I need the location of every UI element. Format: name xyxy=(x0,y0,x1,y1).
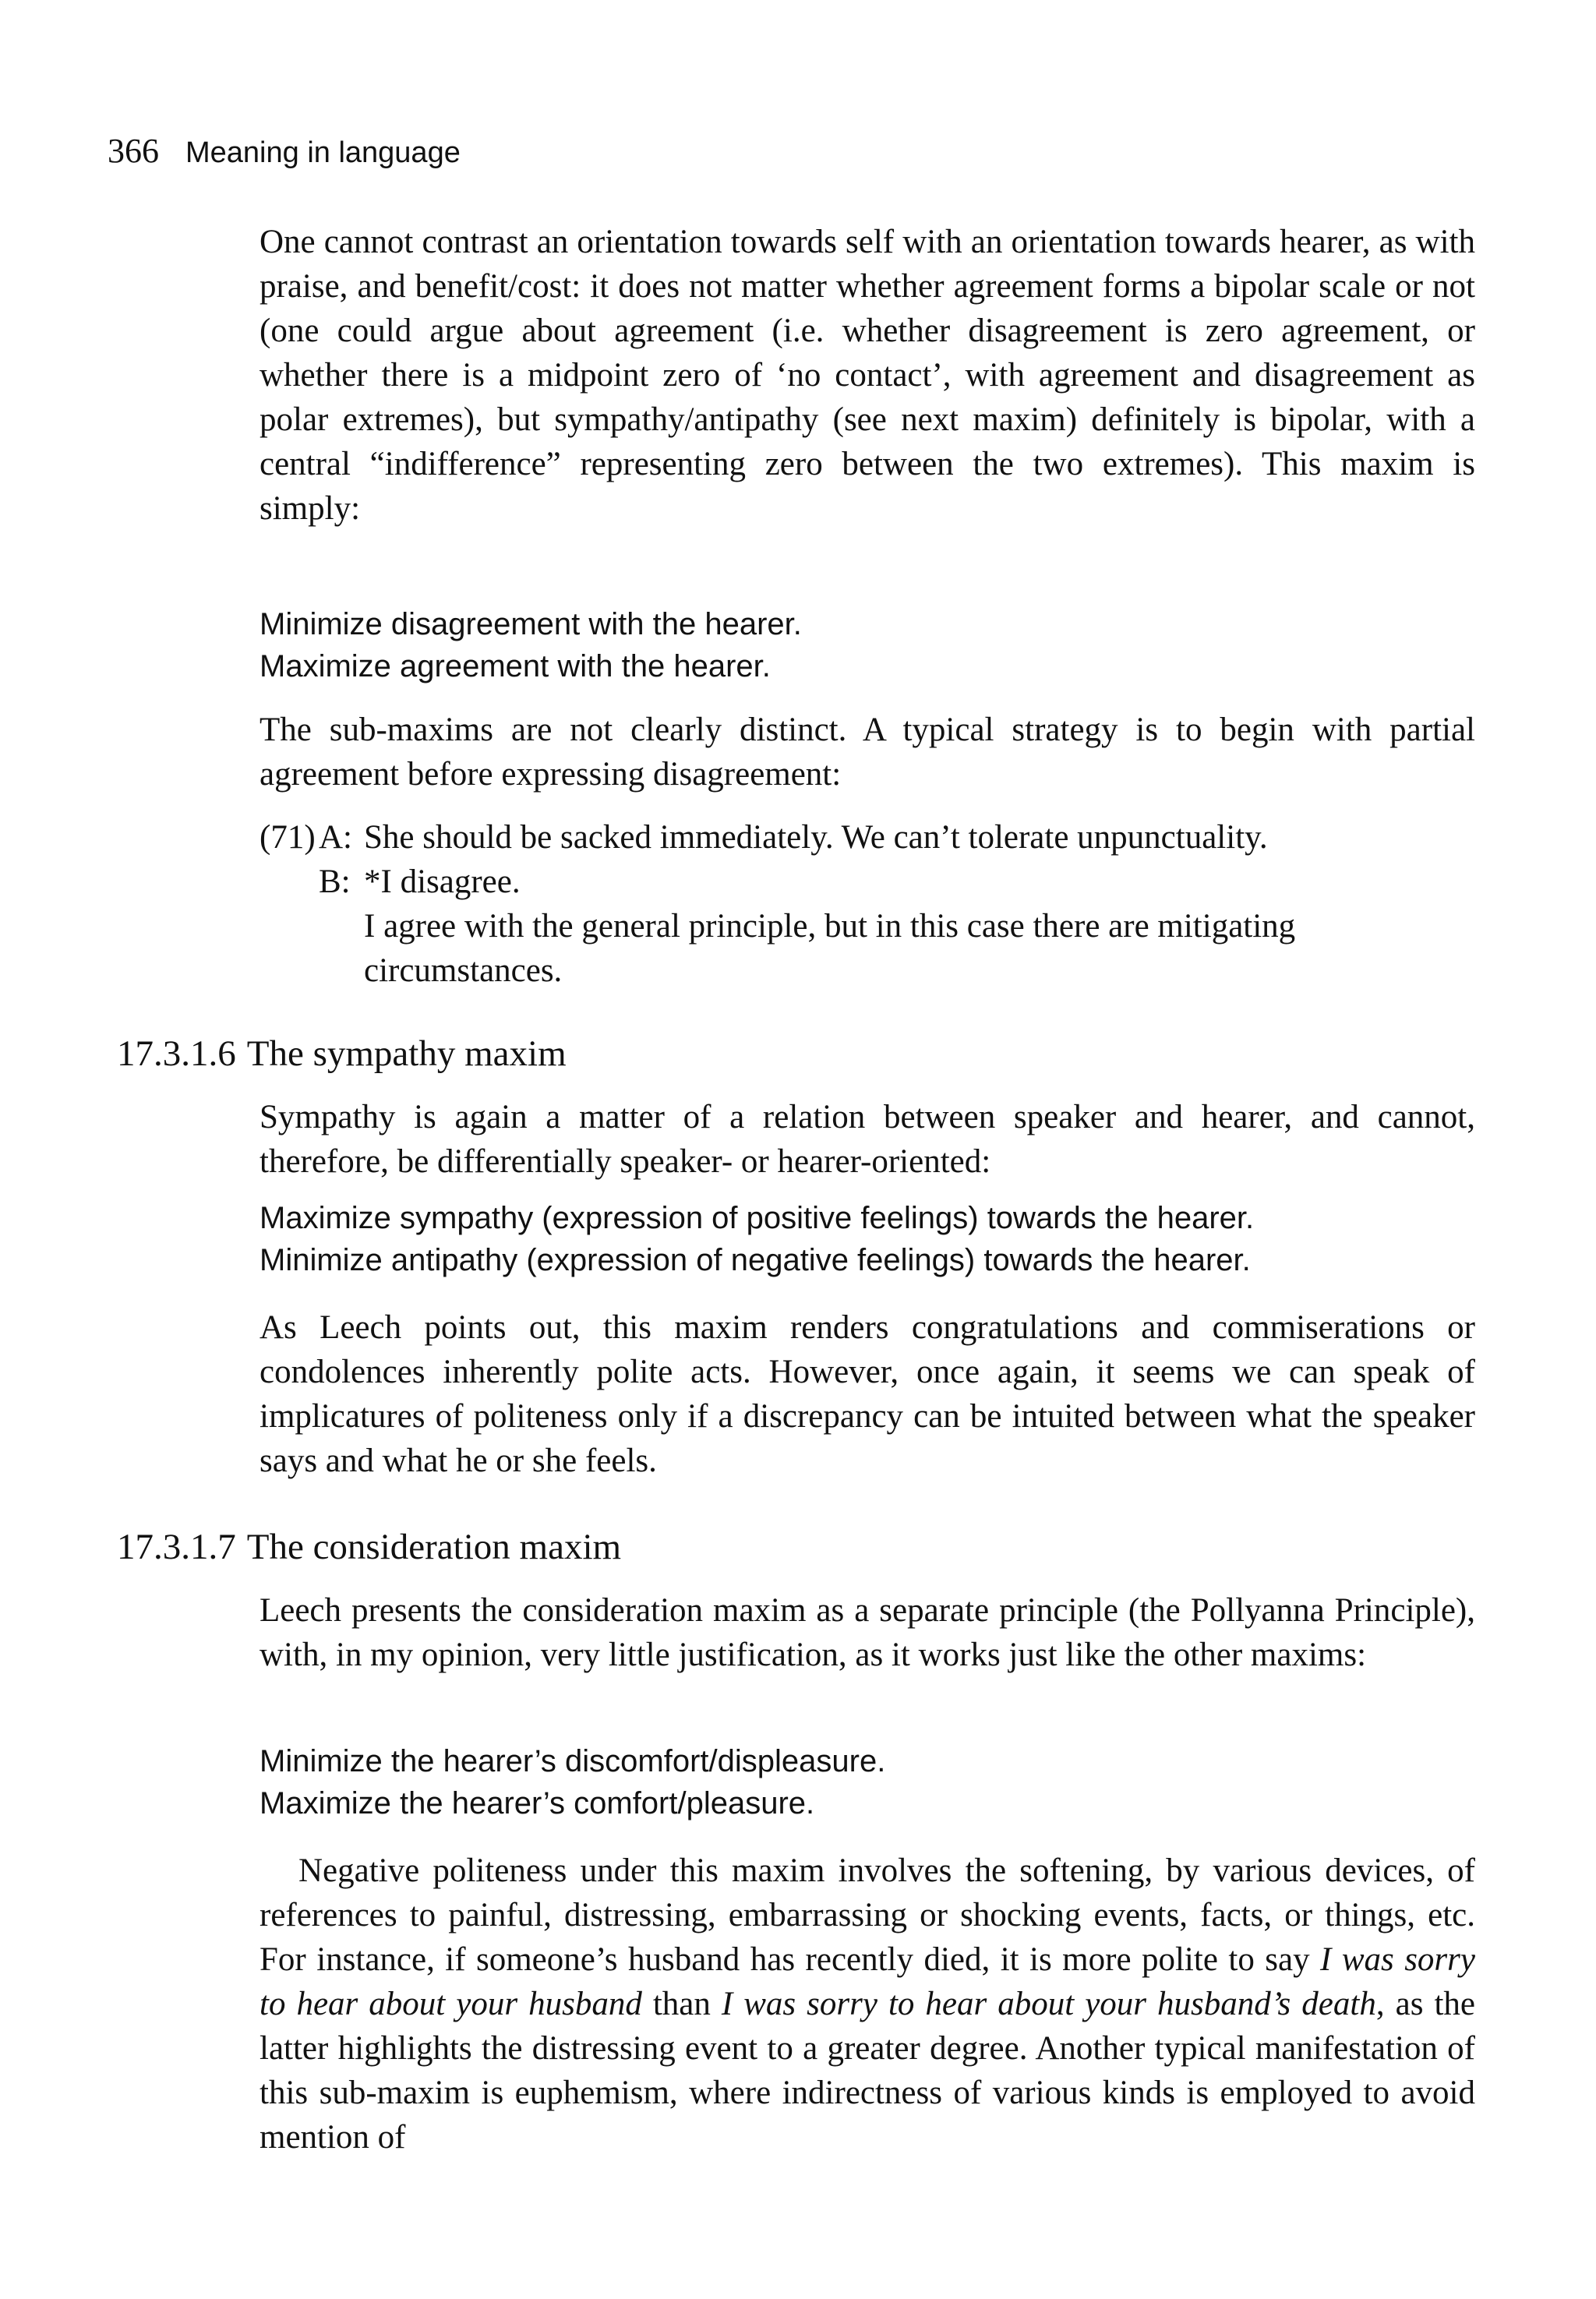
paragraph-sympathy-discussion: As Leech points out, this maxim renders congratulations and commiserations or condolences inherently polite acts. However, once again, it seems we can speak of implicatures of politeness only if a discrepancy can be intuited between what the speaker says and what he or she feels. xyxy=(260,1309,1475,1479)
example-number: (71) xyxy=(260,819,316,856)
section-title: The consideration maxim xyxy=(246,1527,622,1567)
speaker-label: B: xyxy=(319,863,351,900)
maxim-line: Maximize the hearer’s comfort/pleasure. xyxy=(260,1786,815,1820)
paragraph-negative-politeness xyxy=(260,1849,1475,2160)
maxim-line: Minimize disagreement with the hearer. xyxy=(260,607,802,641)
example-text: She should be sacked immediately. We can’t tolerate unpunctuality. xyxy=(364,819,1268,856)
paragraph-sympathy-intro: Sympathy is again a matter of a relation between speaker and hearer, and cannot, therefore, be differentially speaker- or hearer-oriented: xyxy=(260,1099,1475,1180)
example-alternative: I agree with the general principle, but in this case there are mitigating circumstances. xyxy=(364,908,1296,989)
section-title: The sympathy maxim xyxy=(246,1033,567,1074)
example-71 xyxy=(260,815,1475,993)
text-run: Negative politeness under this maxim involves the softening, by various devices, of references to painful, distressing, embarrassing or shocking events, facts, or things, etc. For instance, if someone’s husband has recently died, it is more polite to say xyxy=(260,1852,1475,1978)
maxim-line: Minimize the hearer’s discomfort/displeasure. xyxy=(260,1744,886,1778)
section-heading-consideration xyxy=(117,1526,621,1568)
consideration-maxim xyxy=(260,1740,1506,1824)
example-line-a xyxy=(260,815,1475,860)
maxim-line: Maximize agreement with the hearer. xyxy=(260,649,771,683)
speaker-label: A: xyxy=(319,819,352,856)
example-line-b xyxy=(260,860,1475,904)
example-text: *I disagree. xyxy=(364,863,521,900)
text-run: than xyxy=(641,1986,722,2022)
agreement-maxim xyxy=(260,603,1506,687)
sympathy-maxim xyxy=(260,1197,1506,1281)
italic-example: I was sorry to hear about your husband xyxy=(260,1941,1475,2022)
section-heading-sympathy xyxy=(117,1033,567,1075)
section-number: 17.3.1.7 xyxy=(117,1527,236,1567)
paragraph-sub-maxims: The sub-maxims are not clearly distinct. A typical strategy is to begin with partial agreement before expressing disagreement: xyxy=(260,712,1475,793)
section-number: 17.3.1.6 xyxy=(117,1033,236,1074)
running-title: Meaning in language xyxy=(185,136,461,169)
text-run: , as the latter highlights the distressing event to a greater degree. Another typical manifestation of this sub-maxim is euphemism, where indirectness of various kinds is employed to avoid mention of xyxy=(260,1986,1475,2156)
italic-example: I was sorry to hear about your husband’s death xyxy=(721,1986,1376,2022)
page-number: 366 xyxy=(108,132,159,170)
maxim-line: Maximize sympathy (expression of positive feelings) towards the hearer. xyxy=(260,1201,1255,1235)
paragraph-agreement-intro: One cannot contrast an orientation towards self with an orientation towards hearer, as with praise, and benefit/cost: it does not matter whether agreement forms a bipolar scale or not (one could argue about agreement (i.e. whether disagreement is zero agreement, or whether there is a midpoint zero of ‘no contact’, with agreement and disagreement as polar extremes), but sympathy/antipathy (see next maxim) definitely is bipolar, with a central “indifference” representing zero between the two extremes). This maxim is simply: xyxy=(260,224,1475,527)
running-header xyxy=(108,131,461,171)
paragraph-consideration-intro: Leech presents the consideration maxim as a separate principle (the Pollyanna Principle), with, in my opinion, very little justification, as it works just like the other maxims: xyxy=(260,1592,1475,1673)
maxim-line: Minimize antipathy (expression of negative feelings) towards the hearer. xyxy=(260,1243,1251,1277)
